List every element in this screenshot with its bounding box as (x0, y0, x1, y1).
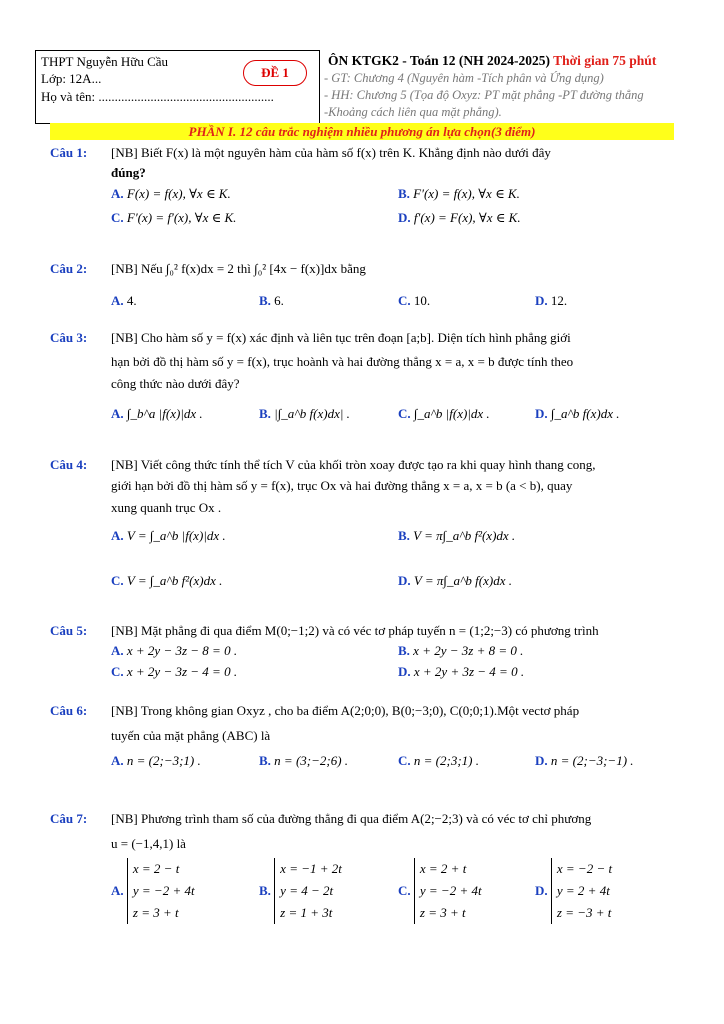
class-field: Lớp: 12A... (41, 71, 102, 86)
question-2-label: Câu 2: (50, 261, 88, 276)
question-1-option-b[interactable]: B. F′(x) = f(x), ∀x ∈ K. (398, 186, 520, 201)
question-3-text-line2: hạn bởi đồ thị hàm số y = f(x), trục hoành và hai đường thẳng x = a, x = b được tính theo (111, 354, 574, 369)
question-6-text-line1: [NB] Trong không gian Oxyz , cho ba điểm A(2;0;0), B(0;−3;0), C(0;0;1).Một vectơ pháp (111, 703, 580, 718)
param-system-b: x = −1 + 2t y = 4 − 2t z = 1 + 3t (274, 858, 342, 924)
question-7-option-d[interactable]: D. x = −2 − t y = 2 + 4t z = −3 + t (535, 858, 612, 924)
question-1-option-d[interactable]: D. f′(x) = F(x), ∀x ∈ K. (398, 210, 521, 225)
question-4-text-line3: xung quanh trục Ox . (111, 500, 222, 515)
question-1-option-c[interactable]: C. F′(x) = f′(x), ∀x ∈ K. (111, 210, 237, 225)
exam-time: Thời gian 75 phút (553, 53, 657, 68)
section-score: (3 điểm) (491, 124, 536, 139)
scope-note-2: - HH: Chương 5 (Tọa độ Oxyz: PT mặt phẳng -PT đường thẳng (324, 88, 644, 102)
question-2-option-c[interactable]: C. 10. (398, 293, 431, 308)
scope-note-3: -Khoảng cách liên qua mặt phẳng). (324, 105, 502, 119)
question-4-text-line1: [NB] Viết công thức tính thể tích V của khối tròn xoay được tạo ra khi quay hình thang cong, (111, 457, 596, 472)
question-1-option-a[interactable]: A. F(x) = f(x), ∀x ∈ K. (111, 186, 231, 201)
exam-code-badge: ĐỀ 1 (243, 60, 307, 86)
question-6-option-c[interactable]: C. n = (2;3;1) . (398, 753, 479, 768)
question-5-option-d[interactable]: D. x + 2y + 3z − 4 = 0 . (398, 664, 525, 679)
question-7-option-b[interactable]: B. x = −1 + 2t y = 4 − 2t z = 1 + 3t (259, 858, 342, 924)
question-5-option-b[interactable]: B. x + 2y − 3z + 8 = 0 . (398, 643, 524, 658)
question-2-option-b[interactable]: B. 6. (259, 293, 284, 308)
student-name-field: Họ và tên: ...................................................... (41, 89, 274, 104)
question-5-text: [NB] Mặt phẳng đi qua điểm M(0;−1;2) và có véc tơ pháp tuyến n = (1;2;−3) có phương trình (111, 623, 599, 638)
question-7-text-line1: [NB] Phương trình tham số của đường thẳng đi qua điểm A(2;−2;3) và có véc tơ chỉ phương (111, 811, 592, 826)
question-6-option-a[interactable]: A. n = (2;−3;1) . (111, 753, 201, 768)
question-6-label: Câu 6: (50, 703, 88, 718)
question-4-option-d[interactable]: D. V = π∫_a^b f(x)dx . (398, 573, 512, 588)
question-4-text-line2: giới hạn bởi đồ thị hàm số y = f(x), trục Ox và hai đường thẳng x = a, x = b (a < b), quay (111, 478, 573, 493)
section-title: PHẦN I. 12 câu trắc nghiệm nhiều phương án lựa chọn (188, 124, 492, 139)
question-3-option-a[interactable]: A. ∫_b^a |f(x)|dx . (111, 406, 203, 421)
question-7-label: Câu 7: (50, 811, 88, 826)
question-3-option-d[interactable]: D. ∫_a^b f(x)dx . (535, 406, 620, 421)
exam-title (328, 53, 656, 69)
question-7-option-c[interactable]: C. x = 2 + t y = −2 + 4t z = 3 + t (398, 858, 482, 924)
question-7-option-a[interactable]: A. x = 2 − t y = −2 + 4t z = 3 + t (111, 858, 195, 924)
question-6-option-d[interactable]: D. n = (2;−3;−1) . (535, 753, 634, 768)
question-4-option-c[interactable]: C. V = ∫_a^b f²(x)dx . (111, 573, 223, 588)
school-name: THPT Nguyễn Hữu Cầu (41, 54, 169, 69)
question-2-option-a[interactable]: A. 4. (111, 293, 137, 308)
param-system-c: x = 2 + t y = −2 + 4t z = 3 + t (414, 858, 482, 924)
question-3-option-b[interactable]: B. |∫_a^b f(x)dx| . (259, 406, 350, 421)
question-5-label: Câu 5: (50, 623, 88, 638)
scope-note-1: - GT: Chương 4 (Nguyên hàm -Tích phân và Ứng dụng) (324, 71, 604, 85)
param-system-a: x = 2 − t y = −2 + 4t z = 3 + t (127, 858, 195, 924)
question-4-option-b[interactable]: B. V = π∫_a^b f²(x)dx . (398, 528, 516, 543)
question-3-text-line1: [NB] Cho hàm số y = f(x) xác định và liên tục trên đoạn [a;b]. Diện tích hình phẳng giới (111, 330, 571, 345)
exam-title-main: ÔN KTGK2 - Toán 12 (NH 2024-2025) (328, 53, 551, 68)
question-3-option-c[interactable]: C. ∫_a^b |f(x)|dx . (398, 406, 490, 421)
question-6-text-line2: tuyến của mặt phẳng (ABC) là (111, 728, 271, 743)
question-1-text-line1: [NB] Biết F(x) là một nguyên hàm của hàm số f(x) trên K. Khẳng định nào dưới đây (111, 145, 551, 160)
question-5-option-a[interactable]: A. x + 2y − 3z − 8 = 0 . (111, 643, 238, 658)
question-7-text-line2: u = (−1,4,1) là (111, 836, 186, 851)
question-1-text-line2: đúng? (111, 165, 146, 180)
question-4-option-a[interactable]: A. V = ∫_a^b |f(x)|dx . (111, 528, 226, 543)
param-system-d: x = −2 − t y = 2 + 4t z = −3 + t (551, 858, 612, 924)
question-1-label: Câu 1: (50, 145, 88, 160)
question-4-label: Câu 4: (50, 457, 88, 472)
section-banner (50, 123, 674, 140)
student-info-box (35, 50, 320, 124)
question-3-text-line3: công thức nào dưới đây? (111, 376, 240, 391)
question-5-option-c[interactable]: C. x + 2y − 3z − 4 = 0 . (111, 664, 238, 679)
question-2-option-d[interactable]: D. 12. (535, 293, 568, 308)
question-2-text: [NB] Nếu ∫₀² f(x)dx = 2 thì ∫₀² [4x − f(x)]dx bằng (111, 261, 366, 276)
question-6-option-b[interactable]: B. n = (3;−2;6) . (259, 753, 349, 768)
question-3-label: Câu 3: (50, 330, 88, 345)
